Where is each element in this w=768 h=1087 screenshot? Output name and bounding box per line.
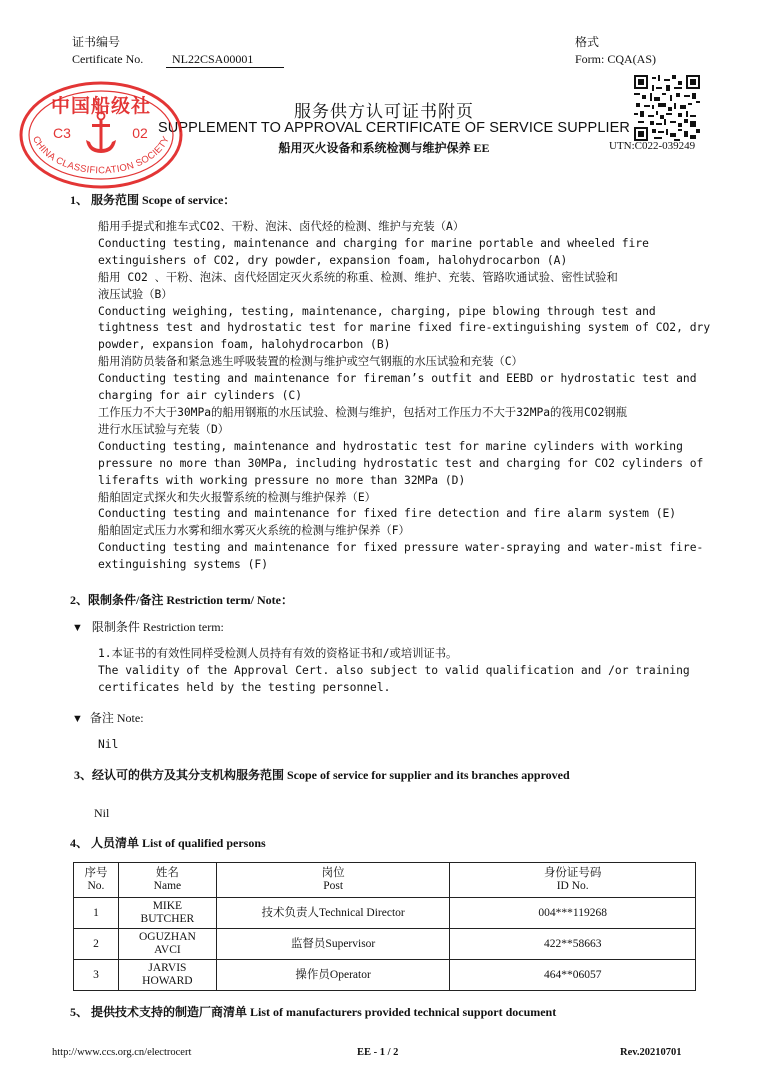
cell-id: 464**06057 bbox=[450, 960, 696, 991]
cell-name: JARVIS HOWARD bbox=[118, 960, 216, 991]
scope-line: Conducting testing and maintenance for fixed fire detection and fire alarm system (E) bbox=[98, 507, 677, 521]
scope-line: extinguishers of CO2, dry powder, expansion foam, halohydrocarbon (A) bbox=[98, 253, 568, 267]
cert-no-label-cn: 证书编号 bbox=[72, 35, 121, 49]
scope-line: pressure no more than 30MPa, including hydrostatic test and charging for CO2 cylinders of bbox=[98, 456, 704, 470]
cell-name: OGUZHAN AVCI bbox=[118, 929, 216, 960]
scope-line: tightness test and hydrostatic test for marine fixed fire-extinguishing system of CO2, dry bbox=[98, 321, 711, 335]
note-label-text: 备注 Note: bbox=[89, 711, 144, 725]
scope-line: 船用手提式和推车式CO2、干粉、泡沫、卤代烃的检测、维护与充装（A） bbox=[98, 220, 465, 233]
svg-text:C3: C3 bbox=[53, 125, 71, 141]
restriction-line: certificates held by the testing personnel. bbox=[98, 680, 391, 694]
restriction-line: 1.本证书的有效性同样受检测人员持有有效的资格证书和/或培训证书。 bbox=[98, 647, 458, 660]
restriction-line: The validity of the Approval Cert. also subject to valid qualification and /or training bbox=[98, 663, 690, 677]
cert-no-label-en: Certificate No. bbox=[72, 52, 144, 66]
cell-name: MIKE BUTCHER bbox=[118, 898, 216, 929]
restriction-term-label bbox=[72, 618, 224, 635]
table-row bbox=[74, 929, 696, 960]
triangle-bullet-icon: ▼ bbox=[72, 622, 83, 634]
section1-heading: 1、 服务范围 Scope of service： bbox=[70, 193, 236, 207]
table-header-row bbox=[74, 863, 696, 898]
title-cn: 服务供方认可证书附页 bbox=[294, 102, 474, 121]
form-label-cn: 格式 bbox=[575, 35, 600, 49]
table-row bbox=[74, 960, 696, 991]
section2-heading: 2、限制条件/备注 Restriction term/ Note： bbox=[70, 593, 293, 607]
scope-line: Conducting weighing, testing, maintenance, charging, pipe blowing through test and bbox=[98, 304, 656, 318]
title-sub: 船用灭火设备和系统检测与维护保养 EE bbox=[278, 141, 490, 155]
cell-id: 422**58663 bbox=[450, 929, 696, 960]
section3-value: Nil bbox=[94, 806, 110, 820]
cell-no: 2 bbox=[74, 929, 119, 960]
svg-text:CHINA CLASSIFICATION SOCIETY: CHINA CLASSIFICATION SOCIETY bbox=[30, 134, 172, 177]
scope-line: 液压试验（B） bbox=[98, 287, 173, 301]
utn-number: UTN:C022-039249 bbox=[609, 140, 696, 152]
scope-line: powder, expansion foam, halohydrocarbon (B) bbox=[98, 338, 391, 352]
footer-url[interactable]: http://www.ccs.org.cn/electrocert bbox=[52, 1047, 192, 1058]
cell-no: 1 bbox=[74, 898, 119, 929]
ccs-seal-icon bbox=[18, 80, 184, 190]
scope-line: 工作压力不大于30MPa的船用钢瓶的水压试验、检测与维护，包括对工作压力不大于32MPa的筏用CO2钢瓶 bbox=[98, 405, 627, 419]
table-row bbox=[74, 898, 696, 929]
note-label bbox=[72, 709, 144, 726]
scope-line: 进行水压试验与充装（D） bbox=[98, 422, 230, 436]
persons-table bbox=[73, 862, 696, 991]
restriction-label-text: 限制条件 Restriction term: bbox=[91, 620, 224, 634]
header-cell: 岗位 Post bbox=[216, 863, 450, 898]
form-value: Form: CQA(AS) bbox=[575, 52, 657, 66]
section3-heading: 3、经认可的供方及其分支机构服务范围 Scope of service for supplier and its branches approved bbox=[74, 768, 570, 782]
scope-line: charging for air cylinders (C) bbox=[98, 389, 303, 403]
scope-line: Conducting testing and maintenance for fireman’s outfit and EEBD or hydrostatic test and bbox=[98, 372, 697, 386]
footer-page-number: EE - 1 / 2 bbox=[357, 1047, 399, 1058]
note-value: Nil bbox=[98, 738, 119, 751]
cell-post: 技术负责人Technical Director bbox=[216, 898, 450, 929]
cert-no-value: NL22CSA00001 bbox=[166, 51, 284, 68]
section4-heading: 4、 人员清单 List of qualified persons bbox=[70, 836, 266, 850]
restriction-body bbox=[98, 646, 690, 697]
scope-line: 船用消防员装备和紧急逃生呼吸装置的检测与维护或空气钢瓶的水压试验和充装（C） bbox=[98, 355, 523, 369]
scope-line: 船用 CO2 、干粉、泡沫、卤代烃固定灭火系统的称重、检测、维护、充装、管路吹通试验、密性试验和 bbox=[98, 270, 618, 284]
cell-no: 3 bbox=[74, 960, 119, 991]
header-cell: 身份证号码 ID No. bbox=[450, 863, 696, 898]
scope-line: 船舶固定式探火和失火报警系统的检测与维护保养（E） bbox=[98, 490, 376, 504]
footer-revision: Rev.20210701 bbox=[620, 1047, 682, 1058]
svg-text:中国船级社: 中国船级社 bbox=[50, 95, 152, 117]
section5-heading: 5、 提供技术支持的制造厂商清单 List of manufacturers provided technical support document bbox=[70, 1005, 557, 1019]
header-cell: 序号 No. bbox=[74, 863, 119, 898]
scope-line: extinguishing systems (F) bbox=[98, 558, 269, 572]
cell-post: 操作员Operator bbox=[216, 960, 450, 991]
scope-line: Conducting testing and maintenance for fixed pressure water-spraying and water-mist fire- bbox=[98, 541, 704, 555]
scope-line: Conducting testing, maintenance and charging for marine portable and wheeled fire bbox=[98, 236, 649, 250]
svg-text:02: 02 bbox=[132, 125, 148, 141]
cell-id: 004***119268 bbox=[450, 898, 696, 929]
scope-line: 船舶固定式压力水雾和细水雾灭火系统的检测与维护保养（F） bbox=[98, 524, 410, 538]
cell-post: 监督员Supervisor bbox=[216, 929, 450, 960]
title-en: SUPPLEMENT TO APPROVAL CERTIFICATE OF SERVICE SUPPLIER bbox=[158, 120, 630, 136]
section1-body bbox=[98, 219, 710, 574]
scope-line: Conducting testing, maintenance and hydrostatic test for marine cylinders with working bbox=[98, 439, 683, 453]
triangle-bullet-icon: ▼ bbox=[72, 713, 83, 725]
scope-line: liferafts with working pressure no more than 32MPa (D) bbox=[98, 473, 466, 487]
header-cell: 姓名 Name bbox=[118, 863, 216, 898]
